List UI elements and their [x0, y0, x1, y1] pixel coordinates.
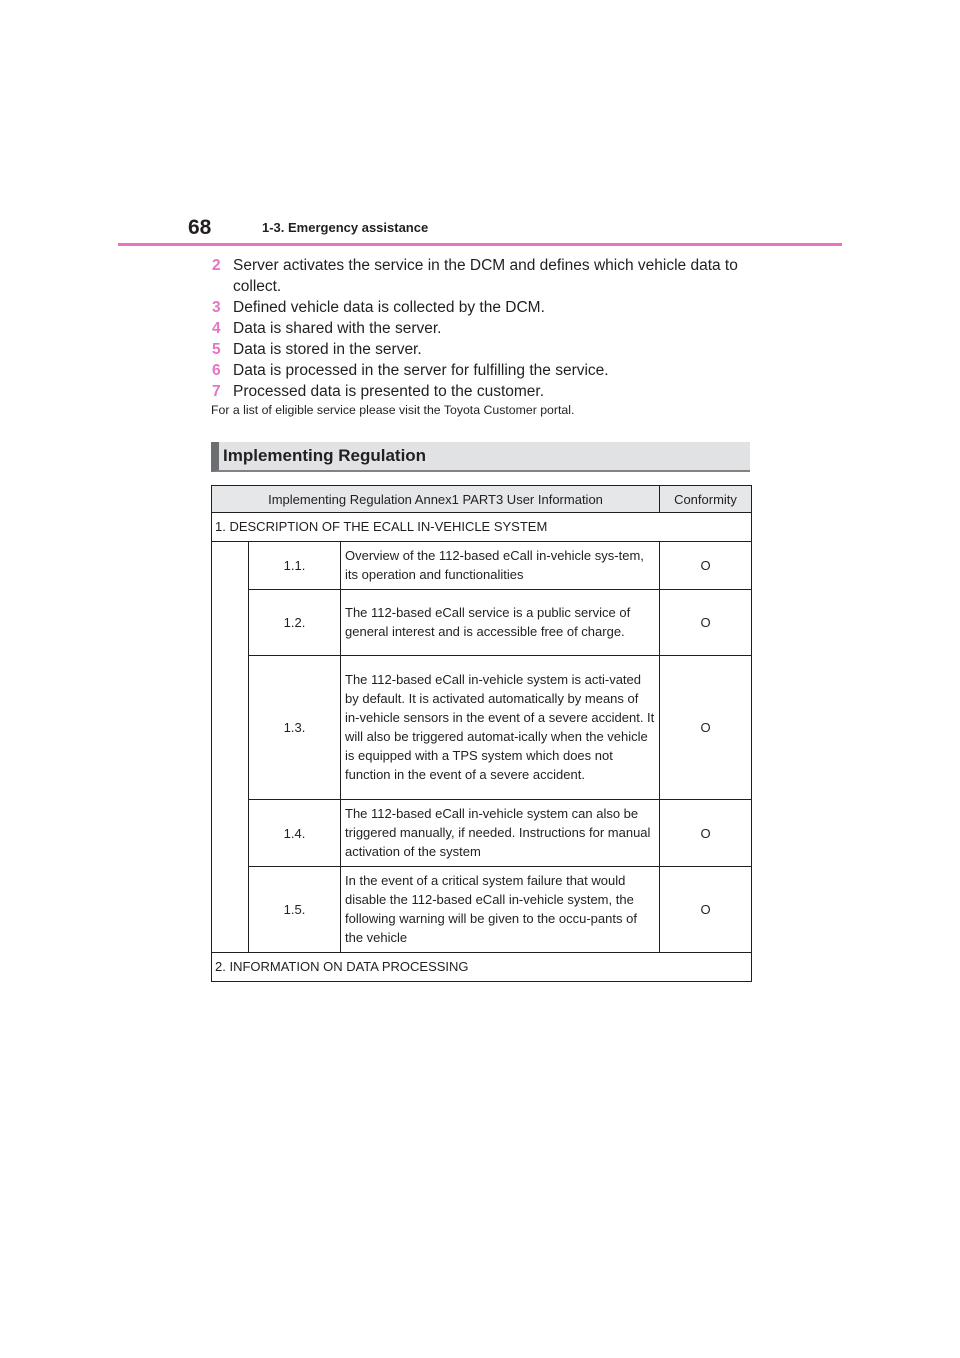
row-text: The 112-based eCall service is a public service of general interest and is accessible free of charge. [341, 590, 660, 656]
table-row [212, 590, 752, 656]
header-conformity: Conformity [660, 486, 752, 513]
row-conformity: O [660, 590, 752, 656]
row-number: 1.5. [249, 867, 341, 953]
table-header-row [212, 486, 752, 513]
step-item [212, 318, 772, 339]
step-number: 2 [212, 257, 221, 274]
step-number: 7 [212, 383, 221, 400]
step-item [212, 297, 772, 318]
subheading-box [211, 442, 750, 472]
step-number: 5 [212, 341, 221, 358]
row-text: The 112-based eCall in-vehicle system is acti-vated by default. It is activated automatically by means of in-vehicle sensors in the event of a severe accident. It will also be triggered automat-ically when the vehicle is equipped with a TPS system which does not function in the event of a severe accident. [341, 656, 660, 800]
table-row [212, 867, 752, 953]
step-number: 3 [212, 299, 221, 316]
step-item [212, 255, 772, 297]
row-text: The 112-based eCall in-vehicle system can also be triggered manually, if needed. Instructions for manual activation of the system [341, 800, 660, 867]
step-item [212, 339, 772, 360]
step-text: Processed data is presented to the customer. [233, 383, 545, 400]
section-title: 1-3. Emergency assistance [262, 220, 429, 235]
page-number: 68 [188, 216, 212, 239]
step-text: Defined vehicle data is collected by the DCM. [233, 299, 545, 316]
section-data-processing: 2. INFORMATION ON DATA PROCESSING [212, 953, 752, 982]
row-conformity: O [660, 867, 752, 953]
row-number: 1.4. [249, 800, 341, 867]
row-conformity: O [660, 542, 752, 590]
step-text: Data is processed in the server for fulfilling the service. [233, 362, 609, 379]
row-text: In the event of a critical system failure that would disable the 112-based eCall in-vehicle system, the following warning will be given to the occu-pants of the vehicle [341, 867, 660, 953]
indent-cell [212, 542, 249, 953]
row-number: 1.3. [249, 656, 341, 800]
row-conformity: O [660, 656, 752, 800]
table-row [212, 656, 752, 800]
step-number: 6 [212, 362, 221, 379]
step-text: Data is stored in the server. [233, 341, 422, 358]
step-item [212, 360, 772, 381]
regulation-table [211, 485, 752, 982]
row-conformity: O [660, 800, 752, 867]
table-row [212, 800, 752, 867]
step-text: Server activates the service in the DCM and defines which vehicle data to collect. [233, 257, 738, 295]
step-number: 4 [212, 320, 221, 337]
portal-note: For a list of eligible service please visit the Toyota Customer portal. [211, 403, 575, 417]
subheading-title: Implementing Regulation [223, 446, 427, 465]
header-user-information: Implementing Regulation Annex1 PART3 User Information [212, 486, 660, 513]
step-list [212, 255, 772, 402]
row-text: Overview of the 112-based eCall in-vehicle sys-tem, its operation and functionalities [341, 542, 660, 590]
row-number: 1.1. [249, 542, 341, 590]
step-text: Data is shared with the server. [233, 320, 442, 337]
table-row [212, 542, 752, 590]
row-number: 1.2. [249, 590, 341, 656]
header-rule [118, 243, 842, 246]
section-description: 1. DESCRIPTION OF THE ECALL IN-VEHICLE SYSTEM [212, 513, 752, 542]
table-section-row [212, 953, 752, 982]
step-item [212, 381, 772, 402]
table-section-row [212, 513, 752, 542]
